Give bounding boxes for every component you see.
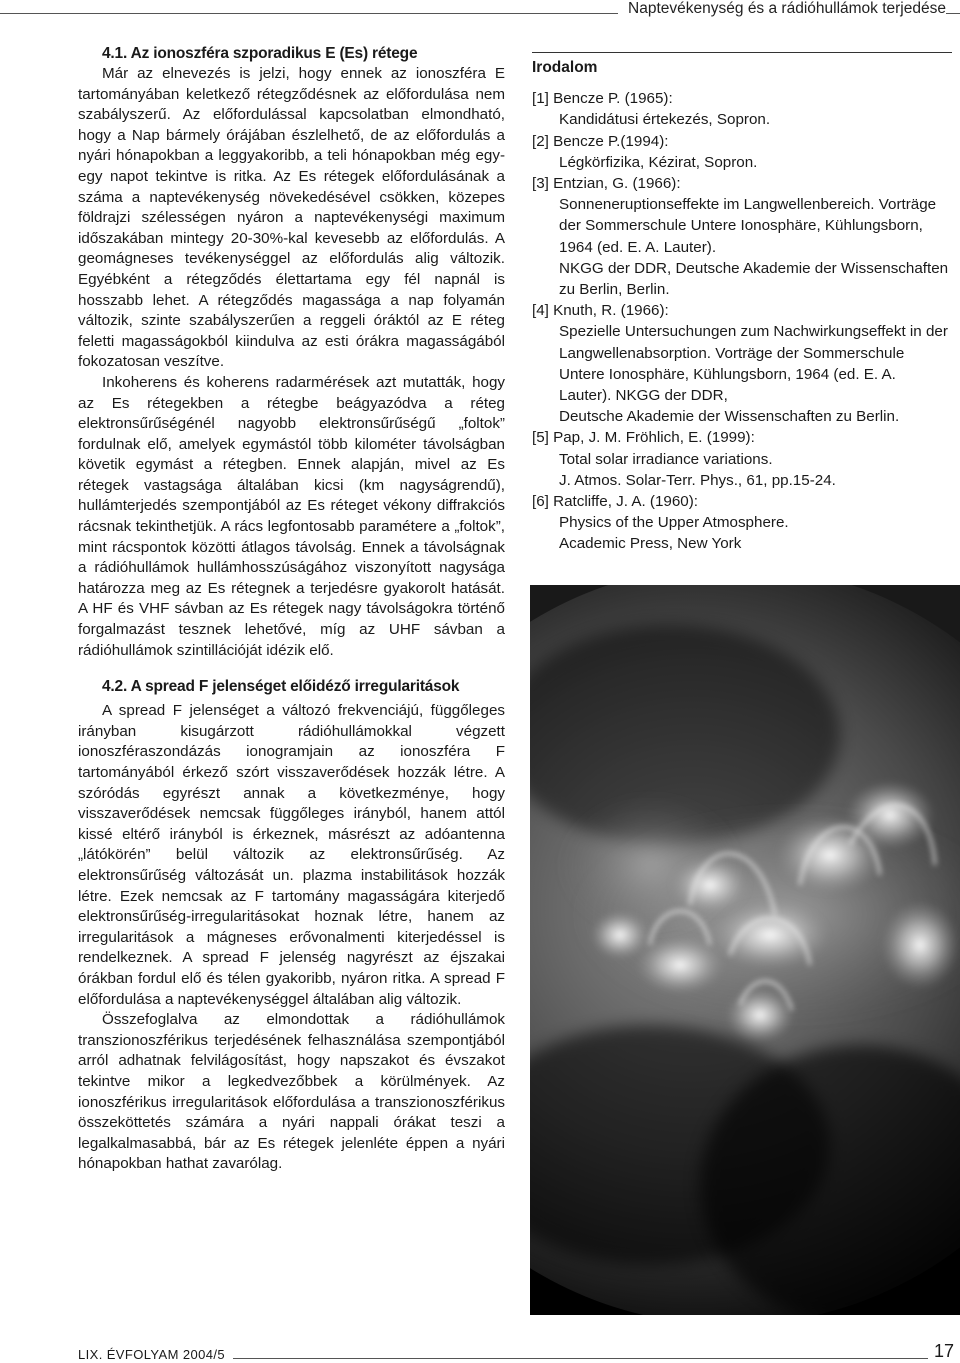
reference-citation: [1] Bencze P. (1965): [532, 90, 673, 108]
solar-corona-image [530, 585, 960, 1315]
reference-citation: [5] Pap, J. M. Fröhlich, E. (1999): [532, 429, 755, 447]
reference-item [532, 491, 952, 555]
sun-xray-photo [530, 585, 960, 1315]
reference-text: J. Atmos. Solar-Terr. Phys., 61, pp.15-24. [559, 471, 836, 489]
reference-text: Deutsche Akademie der Wissenschaften zu Berlin. [559, 408, 900, 426]
references-column [532, 52, 952, 555]
reference-text: Spezielle Untersuchungen zum Nachwirkungseffekt in der Langwellenabsorption. Vorträge der Sommerschule Untere Ionosphäre, Kühlungsborn, 1964 (ed. E. A. Lauter). NKGG der DDR, [559, 323, 948, 405]
reference-item [532, 427, 952, 491]
references-heading: Irodalom [532, 52, 952, 78]
reference-text: Physics of the Upper Atmosphere. [559, 514, 789, 532]
reference-text: Sonneneruptionseffekte im Langwellenbereich. Vorträge der Sommerschule Untere Ionosphäre, Kühlungsborn, 1964 (ed. E. A. Lauter). [559, 196, 937, 256]
section-heading: 4.1. Az ionoszféra szporadikus E (Es) rétege [102, 45, 418, 62]
volume-label: LIX. ÉVFOLYAM 2004/5 [78, 1347, 233, 1362]
reference-citation: [6] Ratcliffe, J. A. (1960): [532, 493, 699, 511]
section-spread-f [78, 677, 505, 1175]
paragraph: A spread F jelenséget a változó frekvenciájú, függőleges irányban kisugárzott rádióhullámokkal végzett ionoszféraszondázás ionogramjain az ionoszféra F tartományából érkező szórt visszaverődések hozzák létre. A szóródás egyrészt annak a következménye, hogy visszaverődések nemcsak függőleges irányból, hanem attól kissé eltérő irányból is érkeznek, másrészt az adóantenna „látókörén” belül változik az elektronsűrűség. Az elektronsűrűség változását un. plazma instabilitások hozzák létre. Ezek nemcsak az F tartomány magasságára kiterjedő elektronsűrűség-irregularitásokat hoznak létre, hanem az irregularitások a mágneses erővonalmenti kiterjedéssel is rendelkeznek. A spread F jelenség nagyrészt az éjszakai órákban fordul elő és télen gyakoribb, nyáron ritka. A spread F előfordulása a naptevékenységgel általában alig változik. [78, 702, 505, 1008]
reference-text: Academic Press, New York [559, 535, 742, 553]
reference-text: Total solar irradiance variations. [559, 450, 773, 468]
paragraph: Már az elnevezés is jelzi, hogy ennek az ionoszféra E tartományában keletkező rétegződésnek az előfordulása nem szabályszerű. Az előfordulással kapcsolatban elmondható, hogy a Nap bármely órájában észlelhető, de az előfordulás a nyári hónapokban a leggyakoribb, a teli hónapokban még egy-egy napot tekintve is ritka. Az Es rétegek előfordulásának a száma a naptevékenység növekedésével csökken, közepes földrajzi szélességen nyáron a naptevékenységi maximum időszakában mintegy 20-30%-kal kevesebb az előfordulás. A geomágneses tevékenységgel az előfordulás alig változik. Egyébként a rétegződés élettartama egy fél napnál is hosszabb lehet. A rétegződés magassága a nap folyamán változik, szinte szabályszerűen a reggeli óráktól az E réteg feletti magasságokból kiindulva az esti órákra magasságából fokozatosan veszítve. [78, 65, 505, 371]
paragraph: Összefoglalva az elmondottak a rádióhullámok transzionoszférikus terjedésének felhasználása szempontjából arról adhatnak felvilágosítást, hogy napszakot és évszakot tekintve mikor a legkedvezőbbek a körülmények. Az ionoszférikus irregularitások előfordulása a transzionoszférikus összeköttetés számára a nyári nappali órákat teszi a legalkalmasabbá, bár az Es rétegek jelenléte éppen a nyári hónapokban hathat zavarólag. [78, 1011, 505, 1173]
running-header [0, 0, 960, 30]
reference-item [532, 173, 952, 300]
reference-citation: [3] Entzian, G. (1966): [532, 175, 681, 193]
section-es-layer [78, 44, 505, 661]
page-footer [0, 1341, 960, 1363]
running-title: Naptevékenység és a rádióhullámok terjedése [618, 0, 946, 18]
reference-citation: [4] Knuth, R. (1966): [532, 302, 669, 320]
left-column [78, 44, 505, 1175]
reference-item [532, 300, 952, 427]
reference-item [532, 131, 952, 173]
page-number: 17 [928, 1341, 954, 1362]
reference-citation: [2] Bencze P.(1994): [532, 132, 669, 150]
reference-text: Kandidátusi értekezés, Sopron. [559, 111, 771, 129]
reference-text: Légkörfizika, Kézirat, Sopron. [559, 153, 758, 171]
reference-text: NKGG der DDR, Deutsche Akademie der Wissenschaften zu Berlin, Berlin. [559, 259, 949, 299]
section-heading: 4.2. A spread F jelenséget előidéző irregularitások [102, 678, 460, 696]
paragraph: Inkoherens és koherens radarmérések azt mutatták, hogy az Es rétegekben a rétegbe beágyazódva a réteg elektronsűrűségénél nagyobb elektronsűrűségű „foltok” fordulnak elő, amelyek egymástól több kilométer távolságban követik egymást a rétegben. Ennek alapján, mivel az Es rétegek vastagsága általában kicsi (km nagyságrendű), hullámterjedés szempontjából az Es réteget vékony diffrakciós rácsnak tekinthetjük. A rács legfontosabb paramétere a „foltok”, mint rácspontok közötti átlagos távolság. Ennek a távolságnak a rádióhullámok hullámhosszúságához viszonyított nagysága határozza meg az Es rétegnek a terjedésre gyakorolt hatását. A HF és VHF sávban az Es rétegek nagy távolságokra történő forgalmazást tesznek lehetővé, míg az UHF sávban a rádióhullámok szintillációját idézik elő. [78, 373, 505, 659]
reference-item [532, 88, 952, 130]
